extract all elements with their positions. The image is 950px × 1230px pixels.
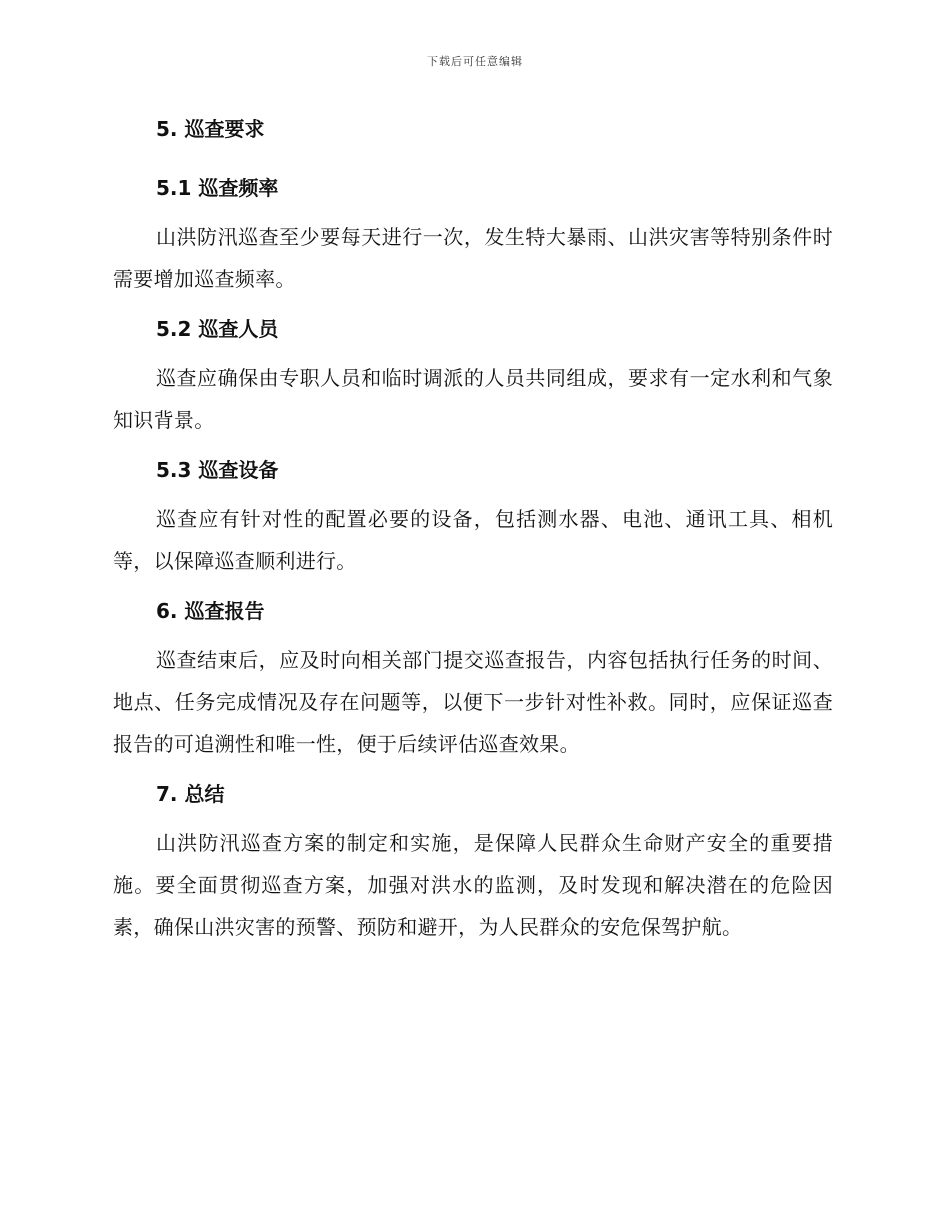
section-heading-5-3: 5.3 巡查设备 xyxy=(156,458,279,482)
section-heading-5-2: 5.2 巡查人员 xyxy=(156,317,279,341)
section-heading-5-1: 5.1 巡查频率 xyxy=(156,176,279,200)
section-heading-6: 6. 巡查报告 xyxy=(156,599,265,623)
section-heading-7: 7. 总结 xyxy=(156,782,225,806)
paragraph-patrol-frequency: 山洪防汛巡查至少要每天进行一次，发生特大暴雨、山洪灾害等特别条件时需要增加巡查频率。 xyxy=(113,225,833,291)
paragraph-patrol-report: 巡查结束后，应及时向相关部门提交巡查报告，内容包括执行任务的时间、地点、任务完成情况及存在问题等，以便下一步针对性补救。同时，应保证巡查报告的可追溯性和唯一性，便于后续评估巡查效果。 xyxy=(113,648,833,756)
page-header-note: 下载后可任意编辑 xyxy=(427,55,523,68)
document-body xyxy=(113,113,833,948)
paragraph-patrol-personnel: 巡查应确保由专职人员和临时调派的人员共同组成，要求有一定水利和气象知识背景。 xyxy=(113,366,833,432)
paragraph-summary: 山洪防汛巡查方案的制定和实施，是保障人民群众生命财产安全的重要措施。要全面贯彻巡查方案，加强对洪水的监测，及时发现和解决潜在的危险因素，确保山洪灾害的预警、预防和避开，为人民群众的安危保驾护航。 xyxy=(113,831,833,939)
section-heading-5: 5. 巡查要求 xyxy=(156,117,265,141)
paragraph-patrol-equipment: 巡查应有针对性的配置必要的设备，包括测水器、电池、通讯工具、相机等，以保障巡查顺利进行。 xyxy=(113,507,833,573)
